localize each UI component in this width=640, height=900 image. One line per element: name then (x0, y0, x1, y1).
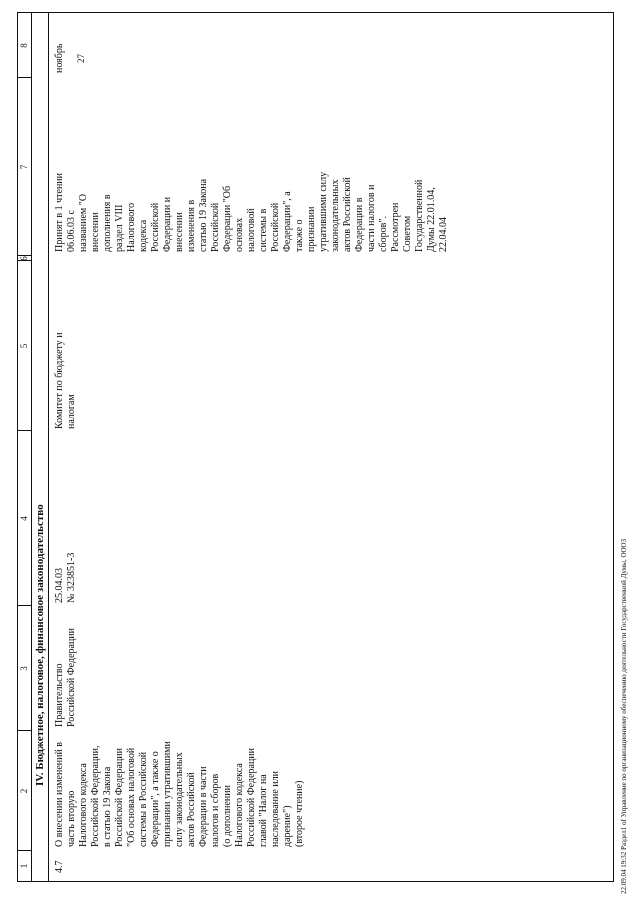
status-line: Российской (210, 202, 221, 252)
bill-title-line: признании утратившими (162, 741, 173, 847)
status-line: Российской (150, 202, 161, 252)
bill-title-line: Российской Федерации (246, 747, 257, 847)
status-line: также о (294, 219, 305, 252)
status-line: Федерации "Об (222, 185, 233, 252)
status-line: Федерации в (354, 197, 365, 252)
bill-title-line: Российской Федерации (114, 747, 125, 847)
bill-title-line: силу законодательных (174, 752, 185, 847)
column-number: 7 (19, 164, 29, 170)
status-line: основах (234, 217, 245, 252)
committee-line: Комитет по бюджету и (54, 332, 65, 429)
status-line: Советом (402, 215, 413, 252)
column-number: 1 (19, 863, 29, 869)
column-number: 3 (19, 666, 29, 671)
status-line: актов Российской (342, 177, 353, 252)
status-line: 22.04.04 (438, 217, 449, 252)
bill-number: № 323851-3 (66, 552, 77, 603)
initiator (54, 607, 78, 727)
initiator-line: Правительство (54, 663, 65, 727)
status-line: части налогов и (366, 184, 377, 252)
status-line: утратившими силу (318, 171, 329, 252)
legislation-table (17, 12, 614, 882)
status-line: Думы 22.01.04, (426, 187, 437, 252)
registration-date: 25.04.03 (54, 568, 65, 603)
status (54, 127, 450, 252)
bill-title-line: часть вторую (66, 790, 77, 847)
page-number: 27 (76, 54, 86, 63)
status-line: 06.06.03 с (66, 210, 77, 252)
column-number-row (18, 13, 32, 881)
status-line: внесении (174, 212, 185, 252)
column-number: 2 (19, 788, 29, 794)
bill-title-line: Налогового кодекса (234, 763, 245, 847)
month: ноябрь (54, 43, 65, 73)
column-number: 8 (19, 43, 29, 48)
status-line: Федерации", а (282, 191, 293, 252)
status-line: Государственной (414, 179, 425, 252)
status-line: сборов". (378, 216, 389, 252)
status-line: признании (306, 206, 317, 252)
bill-title-line: Российской Федерации, (90, 745, 101, 847)
status-line: Принят в 1 чтении (54, 172, 65, 252)
bill-title-line: (второе чтение) (294, 780, 305, 847)
status-line: дополнения в (102, 194, 113, 252)
initiator-line: Российской Федерации (66, 627, 77, 727)
bill-title-line: наследование или (270, 771, 281, 847)
bill-title (54, 727, 306, 847)
committee-line: налогам (66, 394, 77, 429)
status-line: кодекса (138, 219, 149, 252)
status-line: Федерации и (162, 196, 173, 252)
status-line: названием "О (78, 193, 89, 252)
status-line: налоговой (246, 208, 257, 252)
status-line: Налогового (126, 202, 137, 252)
bill-title-line: Налогового кодекса (78, 763, 89, 847)
status-line: системы в (258, 208, 269, 252)
registration (54, 503, 78, 603)
bill-title-line: системы в Российской (138, 751, 149, 847)
bill-title-line: дарение") (282, 805, 293, 847)
status-line: статью 19 Закона (198, 178, 209, 252)
status-line: Рассмотрен (390, 202, 401, 252)
column-number: 4 (19, 516, 29, 521)
bill-title-line: налогов и сборов (210, 773, 221, 847)
section-title: IV. Бюджетное, налоговое, финансовое законодательство (32, 13, 49, 881)
committee (54, 259, 78, 429)
bill-title-line: главой "Налог на (258, 774, 269, 847)
bill-title-line: "Об основах налоговой (126, 747, 137, 847)
bill-title-line: Федерации", а также о (150, 751, 161, 847)
status-line: законодательных (330, 179, 341, 252)
status-line: раздел VIII (114, 204, 125, 252)
page-footer: 22.09.04 19:32 Раздел1 of Управление по организационному обеспечению деятельности Государственной Думы, ОООЗ (620, 538, 628, 894)
bill-title-line: в статью 19 Закона (102, 766, 113, 847)
column-number: 5 (19, 343, 29, 349)
bill-title-line: актов Российской (186, 772, 197, 847)
status-line: изменения в (186, 199, 197, 252)
status-line: Российской (270, 202, 281, 252)
bill-title-line: (о дополнении (222, 785, 233, 847)
status-line: внесении (90, 212, 101, 252)
column-number: 6 (19, 256, 29, 261)
row-number: 4.7 (54, 860, 65, 873)
bill-title-line: Федерации в части (198, 766, 209, 847)
bill-title-line: О внесении изменений в (54, 741, 65, 847)
